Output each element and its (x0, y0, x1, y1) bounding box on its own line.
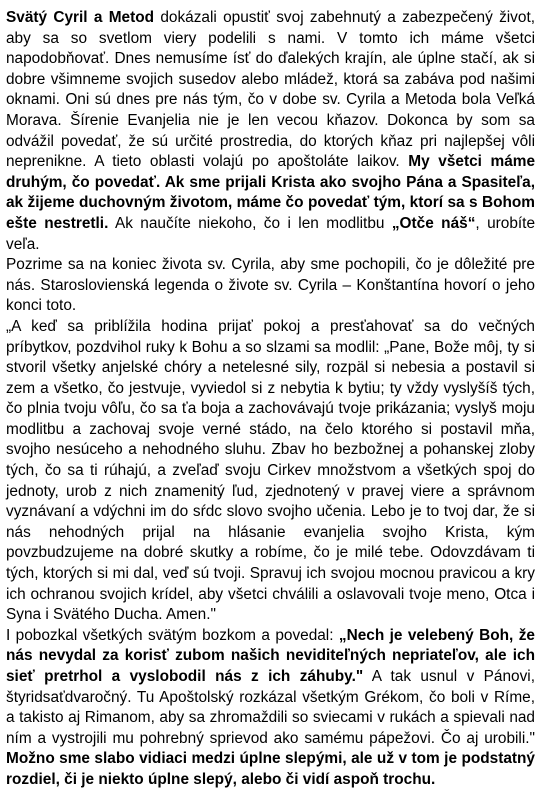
intro-text: dokázali opustiť svoj zabehnutý a zabezpečený život, aby sa so svetlom viery podelili s nami. V tomto ich máme všetci napodobňovať. Dnes nemusíme ísť do ďalekých krajín, ale úplne stačí, ak si dobre všimneme svojich susedov alebo mládež, ktorá sa zabáva pod našimi oknami. Oni sú dnes pre nás tým, čo v dobe sv. Cyrila a Metoda bola Veľká Morava. Šírenie Evanjelia nie je len vecou kňazov. Dokonca by som sa odvážil povedať, že sú určité prostredia, do ktorých kňaz pri najlepšej vôli neprenikne. A tieto oblasti volajú po apoštoláte laikov. (6, 9, 535, 171)
intro-text-end: , urobíte veľa. (6, 214, 536, 253)
blessing-quote-bold: „Nech je velebený Boh, že nás nevydal za korisť zubom našich neviditeľných nepriateľov, ale ich sieť pretrhol a vyslobodil nás z ich záhuby." (6, 626, 535, 685)
conclusion-text-continued: A tak usnul v Pánovi, štyridsaťdvaročný. Tu Apoštolský rozkázal všetkým Grékom, čo boli v Ríme, a takisto aj Rimanom, aby sa zhromaždili so sviecami v rukách a spievali nad ním a vystrojili mu pohrebný sprievod ako samému pápežovi. Čo aj urobili." (6, 668, 535, 747)
saints-names-bold: Svätý Cyril a Metod (6, 9, 155, 26)
paragraph-legend-intro: Pozrime sa na koniec života sv. Cyrila, aby sme pochopili, čo je dôležité pre nás. Staroslovienská legenda o živote sv. Cyrila – Konštantína hovorí o jeho konci toto. (6, 256, 535, 315)
conclusion-text: I pobozkal všetkých svätým bozkom a povedal: (6, 626, 339, 644)
prayer-name-bold: „Otče náš“ (391, 214, 476, 232)
emphasis-bold-text: My všetci máme druhým, čo povedať. Ak sme prijali Krista ako svojho Pána a Spasiteľa, ak žijeme duchovným životom, máme čo povedať tým, ktorí sa s Bohom ešte nestretli. (6, 153, 536, 232)
paragraph-conclusion (6, 626, 535, 791)
closing-emphasis-bold: Možno sme slabo vidiaci medzi úplne slepými, ale už v tom je podstatný rozdiel, či je niekto úplne slepý, alebo či vidí aspoň trochu. (6, 750, 535, 788)
paragraph-prayer-quote: „A keď sa priblížila hodina prijať pokoj a presťahovať sa do večných príbytkov, pozdvihol ruky k Bohu a so slzami sa modlil: „Pane, Bože môj, ty si stvoril všetky anjelské chóry a netelesné sily, rozpäl si nebesia a postavil si zem a všetko, čo jestvuje, vyviedol si z nebytia k bytiu; ty vždy vyslyšíš tých, čo plnia tvoju vôľu, čo sa ťa boja a zachovávajú tvoje prikázania; vyslyš moju modlitbu a zachovaj svoje verné stádo, na čelo ktorého si postavil mňa, svojho nesúceho a nehodného sluhu. Zbav ho bezbožnej a pohanskej zloby tých, čo sa ti rúhajú, a zveľaď svoju Cirkev množstvom a všetkých spoj do jednoty, urob z nich znamenitý ľud, zjednotený v pravej viere a správnom vyznávaní a vdýchni im do sŕdc slovo svojho učenia. Lebo je to tvoj dar, že si nás nehodných prijal na hlásanie evanjelia svojho Krista, kým povzbudzujeme na dobré skutky a robíme, čo je milé tebe. Odovzdávam ti tých, ktorých si mi dal, veď sú tvoji. Spravuj ich svojou mocnou pravicou a kry ich ochranou svojich krídel, aby všetci chválili a oslavovali tvoje meno, Otca i Syna i Svätého Ducha. Amen." (6, 317, 535, 624)
intro-text-continued: Ak naučíte niekoho, čo i len modlitbu (108, 214, 392, 232)
paragraph-intro (6, 8, 535, 255)
